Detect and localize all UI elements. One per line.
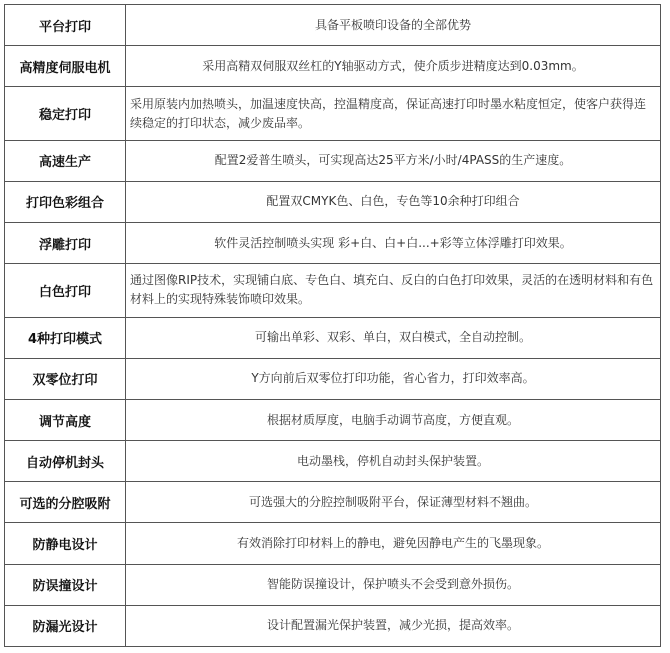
feature-name: 高精度伺服电机 bbox=[5, 46, 126, 87]
feature-description: 配置2爱普生喷头，可实现高达25平方米/小时/4PASS的生产速度。 bbox=[126, 140, 661, 181]
feature-name: 平台打印 bbox=[5, 5, 126, 46]
feature-name: 浮雕打印 bbox=[5, 223, 126, 264]
table-row bbox=[5, 523, 661, 564]
table-row bbox=[5, 399, 661, 440]
feature-description: 智能防误撞设计，保护喷头不会受到意外损伤。 bbox=[126, 564, 661, 605]
feature-name: 自动停机封头 bbox=[5, 441, 126, 482]
feature-table bbox=[4, 4, 661, 647]
feature-description: 采用高精双伺服双丝杠的Y轴驱动方式，使介质步进精度达到0.03mm。 bbox=[126, 46, 661, 87]
feature-description: 配置双CMYK色、白色，专色等10余种打印组合 bbox=[126, 181, 661, 222]
feature-name: 打印色彩组合 bbox=[5, 181, 126, 222]
feature-name: 防静电设计 bbox=[5, 523, 126, 564]
table-row bbox=[5, 441, 661, 482]
feature-name: 白色打印 bbox=[5, 264, 126, 318]
table-row bbox=[5, 181, 661, 222]
table-row bbox=[5, 482, 661, 523]
table-row bbox=[5, 46, 661, 87]
feature-description: 采用原装内加热喷头，加温速度快高，控温精度高，保证高速打印时墨水粘度恒定，使客户获得连续稳定的打印状态，减少废品率。 bbox=[126, 87, 661, 141]
table-row bbox=[5, 223, 661, 264]
feature-description: 可选强大的分腔控制吸附平台，保证薄型材料不翘曲。 bbox=[126, 482, 661, 523]
feature-name: 调节高度 bbox=[5, 399, 126, 440]
feature-name: 防误撞设计 bbox=[5, 564, 126, 605]
feature-name: 可选的分腔吸附 bbox=[5, 482, 126, 523]
feature-description: 软件灵活控制喷头实现 彩+白、白+白...+彩等立体浮雕打印效果。 bbox=[126, 223, 661, 264]
feature-name: 稳定打印 bbox=[5, 87, 126, 141]
feature-description: 设计配置漏光保护装置，减少光损，提高效率。 bbox=[126, 605, 661, 646]
feature-description: 可输出单彩、双彩、单白，双白模式，全自动控制。 bbox=[126, 317, 661, 358]
table-row bbox=[5, 564, 661, 605]
table-row bbox=[5, 358, 661, 399]
table-row bbox=[5, 140, 661, 181]
feature-description: 通过图像RIP技术，实现铺白底、专色白、填充白、反白的白色打印效果，灵活的在透明材料和有色材料上的实现特殊装饰喷印效果。 bbox=[126, 264, 661, 318]
feature-description: 有效消除打印材料上的静电，避免因静电产生的飞墨现象。 bbox=[126, 523, 661, 564]
feature-name: 双零位打印 bbox=[5, 358, 126, 399]
feature-name: 高速生产 bbox=[5, 140, 126, 181]
table-row bbox=[5, 5, 661, 46]
feature-description: Y方向前后双零位打印功能，省心省力，打印效率高。 bbox=[126, 358, 661, 399]
table-row bbox=[5, 264, 661, 318]
table-row bbox=[5, 317, 661, 358]
feature-description: 电动墨栈，停机自动封头保护装置。 bbox=[126, 441, 661, 482]
feature-description: 根据材质厚度，电脑手动调节高度，方便直观。 bbox=[126, 399, 661, 440]
feature-description: 具备平板喷印设备的全部优势 bbox=[126, 5, 661, 46]
table-row bbox=[5, 605, 661, 646]
feature-name: 4种打印模式 bbox=[5, 317, 126, 358]
feature-name: 防漏光设计 bbox=[5, 605, 126, 646]
table-row bbox=[5, 87, 661, 141]
